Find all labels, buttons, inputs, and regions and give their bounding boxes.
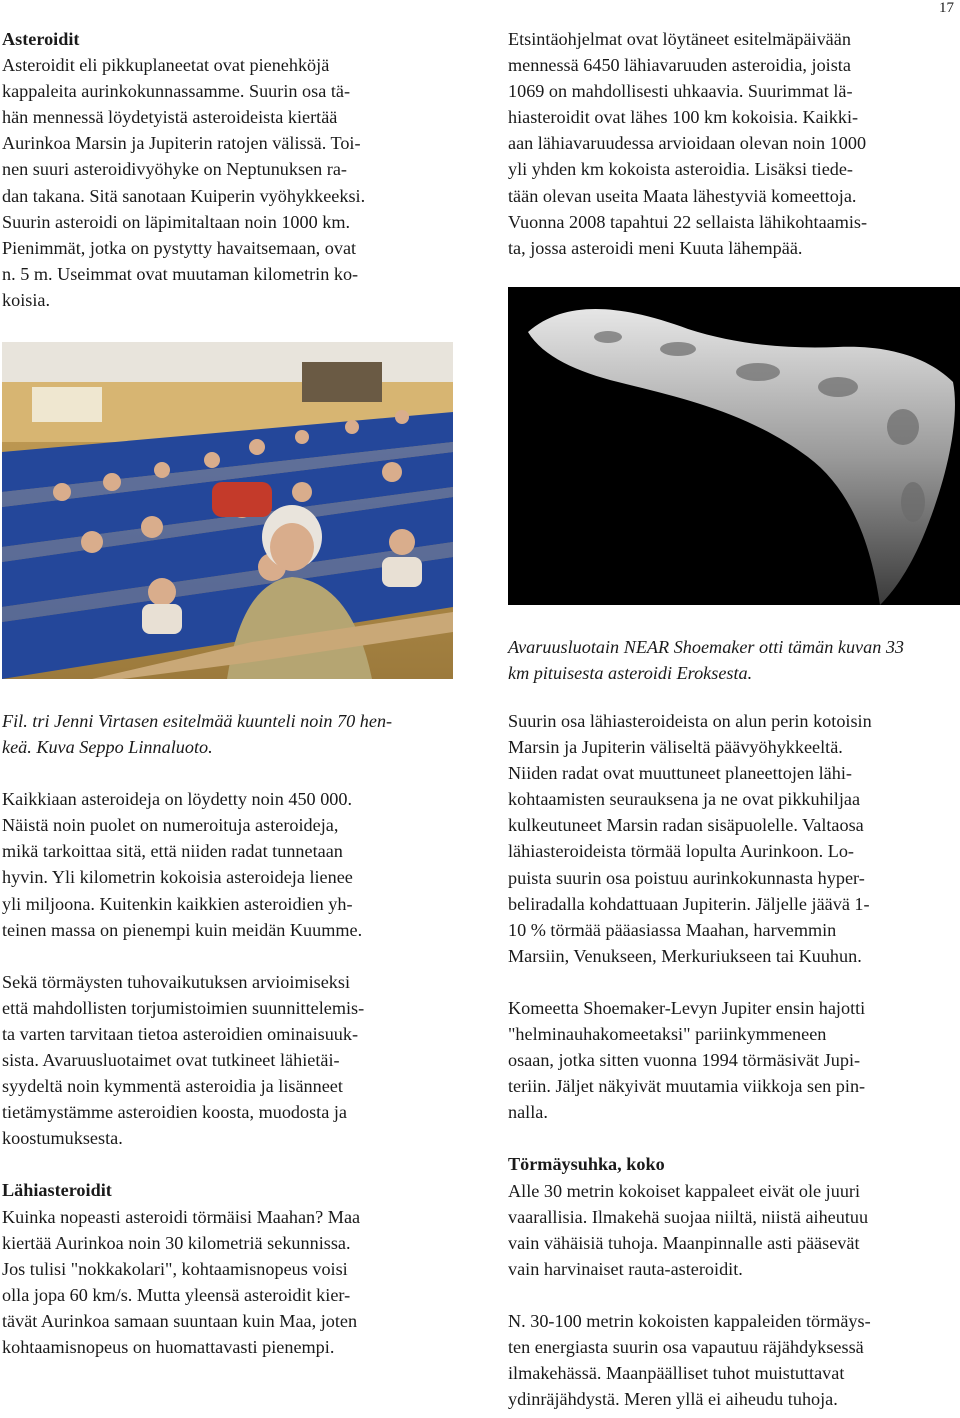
research-paragraph (2, 969, 454, 1152)
text-line: syydeltä noin kymmentä asteroidia ja lisänneet (2, 1076, 343, 1097)
small-objects-paragraph (508, 1178, 958, 1282)
text-line: ta, jossa asteroidi meni Kuuta lähempää. (508, 237, 803, 258)
text-line: Suurin asteroidi on läpimitaltaan noin 1000 km. (2, 211, 351, 232)
section-heading-lahiasteroidit: Lähiasteroidit (2, 1180, 112, 1201)
text-line: koostumuksesta. (2, 1128, 123, 1149)
discovered-count-paragraph (2, 786, 454, 943)
text-line: tävät Aurinkoa samaan suuntaan kuin Maa, joten (2, 1310, 358, 1331)
text-line: Alle 30 metrin kokoiset kappaleet eivät ole juuri (508, 1180, 861, 1201)
text-line: Sekä törmäysten tuhovaikutuksen arvioimiseksi (2, 971, 351, 992)
text-line: osaan, jotka sitten vuonna 1994 törmäsivät Jupi- (508, 1050, 861, 1071)
text-line: Pienimmät, jotka on pystytty havaitsemaan, ovat (2, 237, 357, 258)
text-line: Etsintäohjelmat ovat löytäneet esitelmäpäivään (508, 29, 851, 49)
intro-paragraph (2, 52, 454, 313)
text-line: N. 30-100 metrin kokoisten kappaleiden törmäys- (508, 1310, 871, 1331)
impact-speed-paragraph (2, 1204, 454, 1361)
text-line: tään olevan useita Maata lähestyviä komeettoja. (508, 185, 857, 206)
text-line: Aurinkoa Marsin ja Jupiterin ratojen välissä. Toi- (2, 133, 361, 154)
text-line: Jos tulisi "nokkakolari", kohtaamisnopeus voisi (2, 1258, 348, 1279)
text-line: Näistä noin puolet on numeroituja asteroideja, (2, 815, 339, 836)
text-line: Vuonna 2008 tapahtui 22 sellaista lähikohtaamis- (508, 211, 868, 232)
nearby-paragraph (508, 26, 958, 261)
text-line: kulkeutuneet Marsin radan sisäpuolelle. Valtaosa (508, 815, 864, 836)
text-line: mennessä 6450 lähiavaruuden asteroidia, joista (508, 55, 851, 76)
text-line: Niiden radat ovat muuttuneet planeettojen lähi- (508, 763, 852, 784)
nearby-asteroids-section (508, 26, 958, 261)
text-line: n. 5 m. Useimmat ovat muutaman kilometrin ko- (2, 263, 359, 284)
caption-line: Avaruusluotain NEAR Shoemaker otti tämän kuvan 33 (508, 637, 905, 657)
text-line: mikä tarkoittaa sitä, että niiden radat tunnetaan (2, 841, 343, 862)
page-number: 17 (939, 0, 954, 16)
asteroid-photo-caption (508, 634, 958, 686)
text-line: vain harvinaiset rauta-asteroidit. (508, 1258, 743, 1279)
text-line: hiasteroidit ovat lähes 100 km kokoisia. Kaikki- (508, 107, 859, 128)
text-line: ta varten tarvitaan tietoa asteroidien ominaisuuk- (2, 1023, 359, 1044)
asteroid-eros-photo (508, 287, 960, 605)
comet-paragraph (508, 995, 958, 1125)
text-line: puista suurin osa poistuu aurinkokunnasta hyper- (508, 867, 865, 888)
text-line: hyvin. Yli kilometrin kokoisia asteroideja lienee (2, 867, 353, 888)
caption-line: km pituisesta asteroidi Eroksesta. (508, 663, 753, 684)
text-line: ydinräjähdystä. Meren yllä ei aiheudu tuhoja. (508, 1389, 838, 1410)
text-line: nalla. (508, 1102, 548, 1123)
text-line: aan lähiavaruudessa arvioidaan olevan noin 1000 (508, 133, 867, 154)
text-line: Kuinka nopeasti asteroidi törmäisi Maahan? Maa (2, 1206, 361, 1227)
audience-photo (2, 342, 453, 679)
left-bottom-column (2, 708, 454, 1360)
caption-line: keä. Kuva Seppo Linnaluoto. (2, 737, 213, 758)
text-line: kohtaamisnopeus on huomattavasti pienempi. (2, 1336, 335, 1357)
text-line: teriin. Jäljet näkyivät muutamia viikkoja sen pin- (508, 1076, 866, 1097)
text-line: vain vähäisiä tuhoja. Maanpinnalle asti pääsevät (508, 1232, 860, 1253)
right-bottom-column (508, 708, 958, 1412)
text-line: yli yhden km kokoista asteroidia. Lisäksi tiede- (508, 159, 853, 180)
text-line: Kaikkiaan asteroideja on löydetty noin 450 000. (2, 789, 353, 810)
medium-objects-paragraph (508, 1308, 958, 1412)
text-line: ilmakehässä. Maanpäälliset tuhot muistuttavat (508, 1363, 845, 1384)
text-line: Marsiin, Venukseen, Merkuriukseen tai Kuuhun. (508, 945, 862, 966)
text-line: hän mennessä löydetyistä asteroideista kiertää (2, 107, 338, 128)
section-heading-tormaysuhka: Törmäysuhka, koko (508, 1154, 665, 1175)
intro-section (2, 26, 454, 313)
text-line: kohtaamisten seurauksena ja ne ovat pikkuhiljaa (508, 789, 861, 810)
text-line: Marsin ja Jupiterin väliseltä päävyöhykkeeltä. (508, 737, 843, 758)
text-line: sista. Avaruusluotaimet ovat tutkineet lähietäi- (2, 1050, 340, 1071)
text-line: koisia. (2, 289, 50, 310)
text-line: nen suuri asteroidivyöhyke on Neptunuksen ra- (2, 159, 347, 180)
text-line: olla jopa 60 km/s. Mutta yleensä asteroidit kier- (2, 1284, 351, 1305)
text-line: lähiasteroideista törmää lopulta Aurinkoon. Lo- (508, 841, 854, 862)
text-line: vaarallisia. Ilmakehä suojaa niiltä, niistä aiheutuu (508, 1206, 869, 1227)
text-line: teinen massa on pienempi kuin meidän Kuumme. (2, 919, 363, 940)
caption-line: Fil. tri Jenni Virtasen esitelmää kuunteli noin 70 hen- (2, 711, 393, 731)
text-line: Komeetta Shoemaker-Levyn Jupiter ensin hajotti (508, 997, 866, 1018)
text-line: ten energiasta suurin osa vapautuu räjähdyksessä (508, 1336, 864, 1357)
text-line: yli miljoona. Kuitenkin kaikkien asteroidien yh- (2, 893, 353, 914)
text-line: Suurin osa lähiasteroideista on alun perin kotoisin (508, 711, 872, 731)
text-line: beliradalla kohdattuaan Jupiterin. Jäljelle jäävä 1- (508, 893, 870, 914)
text-line: tietämystämme asteroidien koosta, muodosta ja (2, 1102, 347, 1123)
text-line: dan takana. Sitä sanotaan Kuiperin vyöhykkeeksi. (2, 185, 366, 206)
origin-paragraph (508, 708, 958, 969)
text-line: kappaleita aurinkokunnassamme. Suurin osa tä- (2, 81, 350, 102)
text-line: 1069 on mahdollisesti uhkaavia. Suurimmat lä- (508, 81, 853, 102)
text-line: että mahdollisten torjumistoimien suunnittelemis- (2, 997, 365, 1018)
text-line: Asteroidit eli pikkuplaneetat ovat pienehköjä (2, 55, 330, 76)
text-line: "helminauhakomeetaksi" pariinkymmeneen (508, 1024, 827, 1045)
section-heading-asteroidit: Asteroidit (2, 29, 80, 49)
text-line: kiertää Aurinkoa noin 30 kilometriä sekunnissa. (2, 1232, 351, 1253)
audience-photo-caption (2, 708, 454, 760)
text-line: 10 % törmää pääasiassa Maahan, harvemmin (508, 919, 837, 940)
